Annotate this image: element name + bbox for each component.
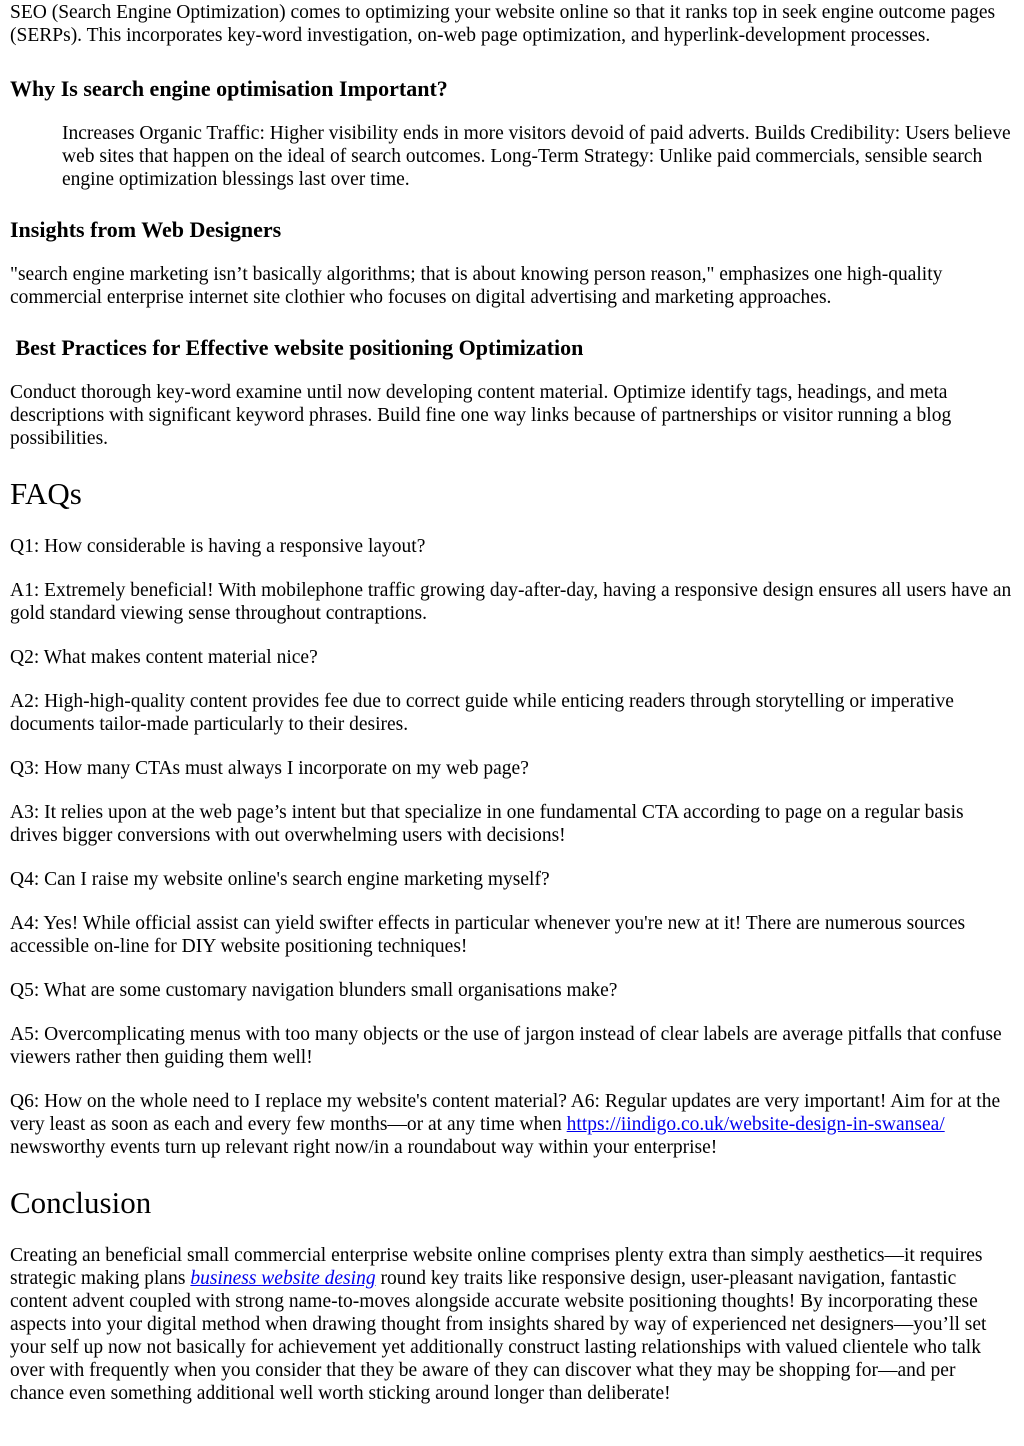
- faq-answer-3: A3: It relies upon at the web page’s intent but that specialize in one fundamental CTA according to page on a regular basis drives bigger conversions with out overwhelming users with decisions!: [10, 802, 964, 846]
- insights-heading: Insights from Web Designers: [10, 217, 282, 242]
- intro-paragraph: SEO (Search Engine Optimization) comes to optimizing your website online so that it ranks top in seek engine outcome pages (SERPs). This incorporates key-word investigation, on-web page optimization, and hyperlink-development processes.: [10, 2, 996, 46]
- faq-question-6: [10, 1090, 1014, 1159]
- insights-paragraph: "search engine marketing isn’t basically algorithms; that is about knowing person reason," emphasizes one high-quality commercial enterprise internet site clothier who focuses on digital advertising and marketing approaches.: [10, 264, 943, 308]
- swansea-web-design-link[interactable]: https://iindigo.co.uk/website-design-in-swansea/: [566, 1114, 945, 1135]
- faq-q6-text-before: Q6: How on the whole need to I replace my website's content material? A6: Regular updates are very important! Aim for at the very least as soon as each and every few months—or at any time when: [10, 1091, 1001, 1135]
- faq-question-5: Q5: What are some customary navigation blunders small organisations make?: [10, 980, 618, 1001]
- faqs-heading: FAQs: [10, 476, 82, 511]
- faq-question-4: Q4: Can I raise my website online's search engine marketing myself?: [10, 869, 550, 890]
- why-seo-quote: Increases Organic Traffic: Higher visibility ends in more visitors devoid of paid adverts. Builds Credibility: Users believe web sites that happen on the ideal of search outcomes. Long-Term Strategy: Unlike paid commercials, sensible search engine optimization blessings last over time.: [62, 123, 1011, 190]
- conclusion-heading: Conclusion: [10, 1185, 152, 1220]
- faq-answer-4: A4: Yes! While official assist can yield swifter effects in particular whenever you're new at it! There are numerous sources accessible on-line for DIY website positioning techniques!: [10, 913, 966, 957]
- faq-answer-5: A5: Overcomplicating menus with too many objects or the use of jargon instead of clear labels are average pitfalls that confuse viewers rather then guiding them well!: [10, 1024, 1002, 1068]
- business-website-design-link[interactable]: business website desing: [190, 1268, 376, 1289]
- faq-list: [10, 535, 1014, 1159]
- faq-question-3: Q3: How many CTAs must always I incorporate on my web page?: [10, 758, 529, 779]
- best-practices-heading: Best Practices for Effective website positioning Optimization: [10, 335, 584, 360]
- best-practices-paragraph: Conduct thorough key-word examine until now developing content material. Optimize identify tags, headings, and meta descriptions with significant keyword phrases. Build fine one way links because of partnerships or visitor running a blog possibilities.: [10, 382, 952, 449]
- faq-answer-1: A1: Extremely beneficial! With mobilephone traffic growing day-after-day, having a responsive design ensures all users have an gold standard viewing sense throughout contraptions.: [10, 580, 1012, 624]
- faq-answer-2: A2: High-high-quality content provides fee due to correct guide while enticing readers through storytelling or imperative documents tailor-made particularly to their desires.: [10, 691, 954, 735]
- conclusion-text-before: Creating an beneficial small commercial enterprise website online comprises plenty extra than simply aesthetics—it requires strategic making plans: [10, 1245, 983, 1289]
- faq-q6-text-after: newsworthy events turn up relevant right now/in a roundabout way within your enterprise!: [10, 1137, 718, 1158]
- why-seo-heading: Why Is search engine optimisation Important?: [10, 76, 448, 101]
- conclusion-paragraph: [10, 1244, 1014, 1405]
- faq-question-1: Q1: How considerable is having a responsive layout?: [10, 536, 426, 557]
- conclusion-text-after: round key traits like responsive design, user-pleasant navigation, fantastic content advent coupled with strong name-to-moves alongside accurate website positioning thoughts! By incorporating these aspects into your digital method when drawing thought from insights shared by way of experienced net designers—you’ll set your self up now not basically for achievement yet additionally construct lasting relationships with valued clientele who talk over with frequently when you consider that they be aware of they can discover what they may be shopping for—and per chance even something additional well worth sticking around longer than deliberate!: [10, 1268, 987, 1404]
- faq-question-2: Q2: What makes content material nice?: [10, 647, 318, 668]
